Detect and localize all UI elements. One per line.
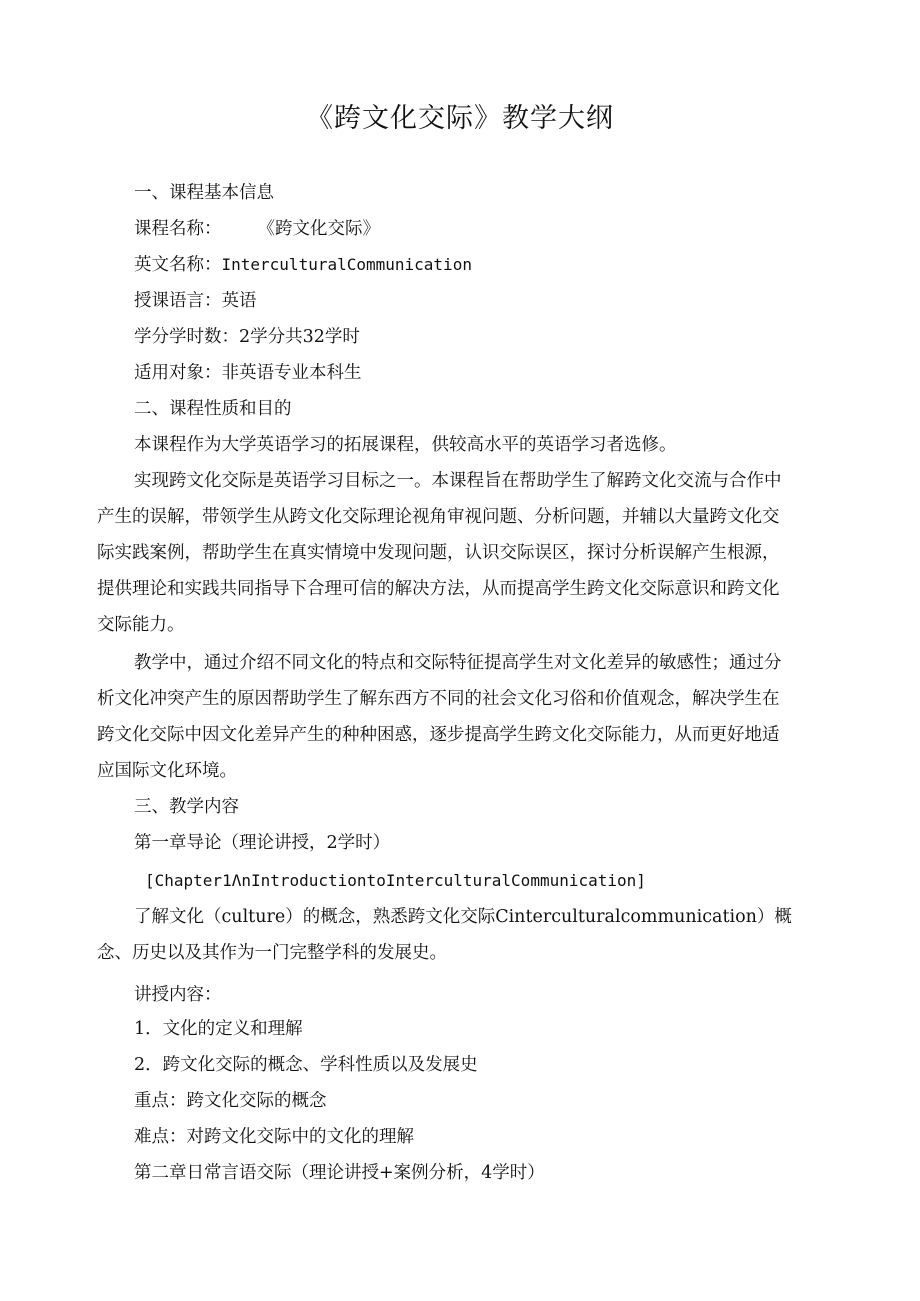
section2-paragraph-1: 本课程作为大学英语学习的拓展课程，供较高水平的英语学习者选修。 (134, 435, 677, 455)
chapter1-description-line: 了解文化（culture）的概念，熟悉跨文化交际Cinterculturalcommunication）概 (134, 907, 792, 927)
content-item-2: 2．跨文化交际的概念、学科性质以及发展史 (134, 1055, 478, 1075)
section2-paragraph-3-line: 应国际文化环境。 (97, 761, 237, 781)
chapter1-english-title: [Chapter1ΛnIntroductiontoInterculturalCommunication] (145, 871, 646, 890)
english-name-value: InterculturalCommunication (221, 255, 472, 274)
english-name-line (134, 253, 472, 277)
content-item-1: 1．文化的定义和理解 (134, 1019, 303, 1039)
course-name-label: 课程名称： (134, 219, 222, 239)
section2-paragraph-2-line: 产生的误解，带领学生从跨文化交际理论视角审视问题、分析问题，并辅以大量跨文化交 (97, 507, 780, 527)
section2-paragraph-2-line: 实现跨文化交际是英语学习目标之一。本课程旨在帮助学生了解跨文化交流与合作中 (134, 471, 782, 491)
document-title: 《跨文化交际》教学大纲 (306, 103, 614, 134)
credits-line: 学分学时数：2学分共32学时 (134, 327, 360, 347)
section2-paragraph-2-line: 提供理论和实践共同指导下合理可信的解决方法，从而提高学生跨文化交际意识和跨文化 (97, 579, 780, 599)
chapter1-title: 第一章导论（理论讲授，2学时） (134, 833, 391, 853)
section3-heading: 三、教学内容 (134, 797, 239, 817)
course-name-value: 《跨文化交际》 (257, 219, 380, 239)
key-point-line: 重点：跨文化交际的概念 (134, 1091, 327, 1111)
section2-heading: 二、课程性质和目的 (134, 399, 292, 419)
chapter1-description-line: 念、历史以及其作为一门完整学科的发展史。 (97, 943, 447, 963)
language-line: 授课语言：英语 (134, 291, 257, 311)
audience-line: 适用对象：非英语专业本科生 (134, 363, 362, 383)
section2-paragraph-3-line: 教学中，通过介绍不同文化的特点和交际特征提高学生对文化差异的敏感性；通过分 (134, 653, 782, 673)
section2-paragraph-2-line: 交际能力。 (97, 615, 185, 635)
english-name-label: 英文名称： (134, 255, 222, 275)
section2-paragraph-3-line: 析文化冲突产生的原因帮助学生了解东西方不同的社会文化习俗和价值观念，解决学生在 (97, 689, 780, 709)
lecture-content-label: 讲授内容： (134, 985, 222, 1005)
course-name-line (134, 217, 380, 241)
section2-paragraph-3-line: 跨文化交际中因文化差异产生的种种困惑，逐步提高学生跨文化交际能力，从而更好地适 (97, 725, 780, 745)
difficulty-line: 难点：对跨文化交际中的文化的理解 (134, 1127, 414, 1147)
section2-paragraph-2-line: 际实践案例，帮助学生在真实情境中发现问题，认识交际误区，探讨分析误解产生根源， (97, 543, 780, 563)
section1-heading: 一、课程基本信息 (134, 183, 274, 203)
chapter2-title: 第二章日常言语交际（理论讲授+案例分析，4学时） (134, 1163, 545, 1183)
